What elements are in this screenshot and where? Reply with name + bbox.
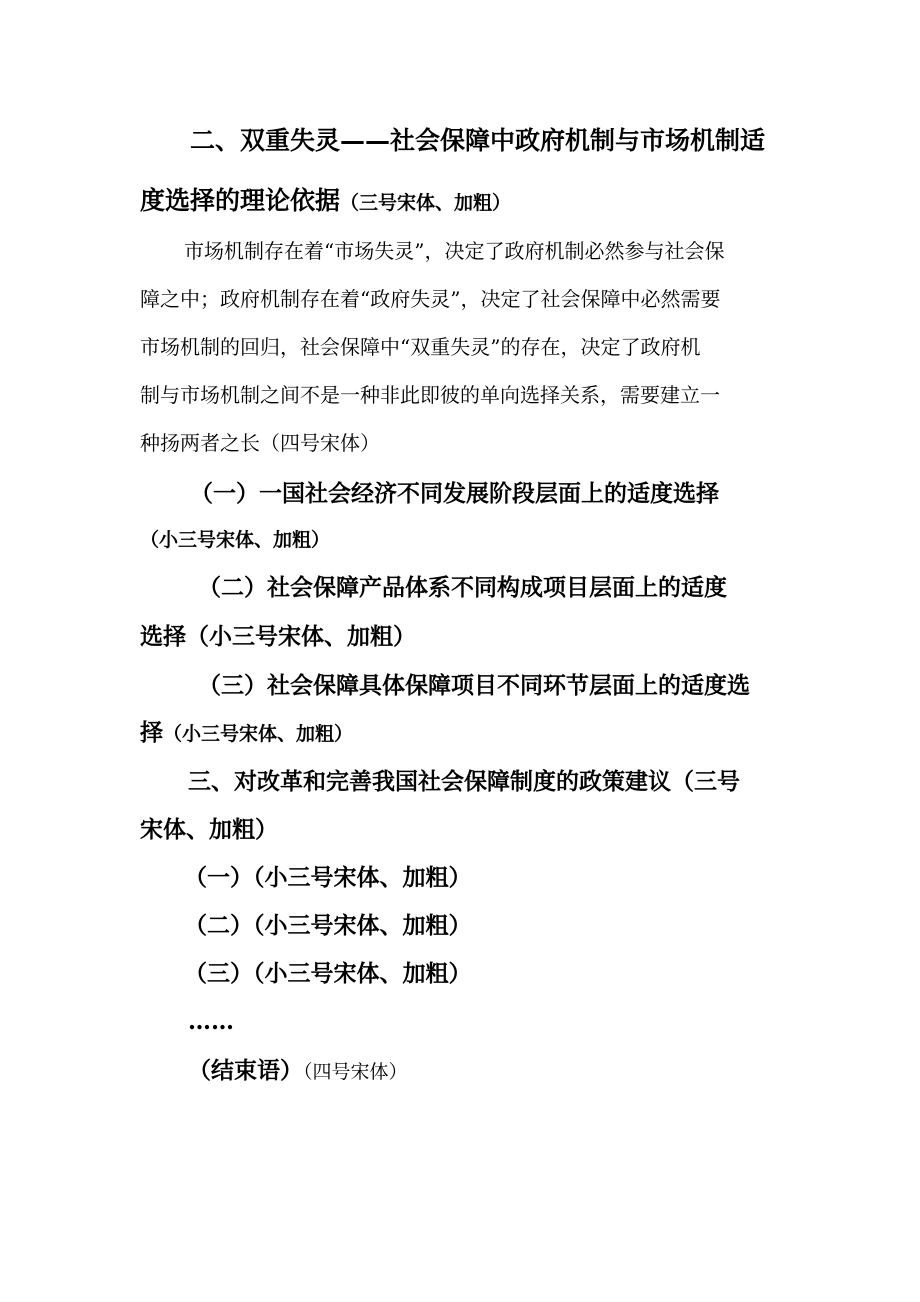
subsection-2-title-line2: 选择（小三号宋体、加粗）	[140, 623, 416, 650]
conclusion-label: （结束语）	[188, 1057, 303, 1084]
paragraph-line-1: 市场机制存在着“市场失灵”，决定了政府机制必然参与社会保	[184, 239, 725, 263]
subsection-2-title: （二）社会保障产品体系不同构成项目层面上的适度	[198, 574, 727, 601]
paragraph-line-5: 种扬两者之长（四号宋体）	[140, 431, 380, 455]
section2-heading-note: （三号宋体、加粗）	[340, 192, 512, 214]
paragraph-line-3: 市场机制的回归，社会保障中“双重失灵”的存在，决定了政府机	[140, 335, 701, 359]
paragraph-line-4: 制与市场机制之间不是一种非此即彼的单向选择关系，需要建立一	[140, 383, 720, 407]
section2-heading-line2	[140, 188, 511, 213]
subsection-3-title-main: 择	[140, 719, 163, 746]
subsection-1-title: （一）一国社会经济不同发展阶段层面上的适度选择	[190, 480, 719, 507]
section2-heading-line1: 二、双重失灵——社会保障中政府机制与市场机制适	[190, 126, 766, 155]
subsection-3-note: （小三号宋体、加粗）	[163, 723, 354, 745]
section3-item-3: （三）（小三号宋体、加粗）	[184, 960, 472, 987]
subsection-3-title: （三）社会保障具体保障项目不同环节层面上的适度选	[198, 672, 750, 699]
paragraph-line-2: 障之中；政府机制存在着“政府失灵”，决定了社会保障中必然需要	[140, 287, 721, 311]
section2-heading-main: 度选择的理论依据	[140, 186, 341, 215]
subsection-3-title-line2	[140, 721, 353, 744]
section3-heading-line1: 三、对改革和完善我国社会保障制度的政策建议（三号	[188, 768, 740, 795]
ellipsis: ……	[188, 1008, 234, 1035]
section3-item-2: （二）（小三号宋体、加粗）	[184, 912, 472, 939]
conclusion-note: （四号宋体）	[303, 1061, 408, 1083]
section3-heading-line2: 宋体、加粗）	[140, 816, 278, 843]
section3-item-1: （一）（小三号宋体、加粗）	[184, 864, 472, 891]
subsection-1-note: （小三号宋体、加粗）	[140, 529, 331, 551]
conclusion-line	[188, 1059, 408, 1082]
